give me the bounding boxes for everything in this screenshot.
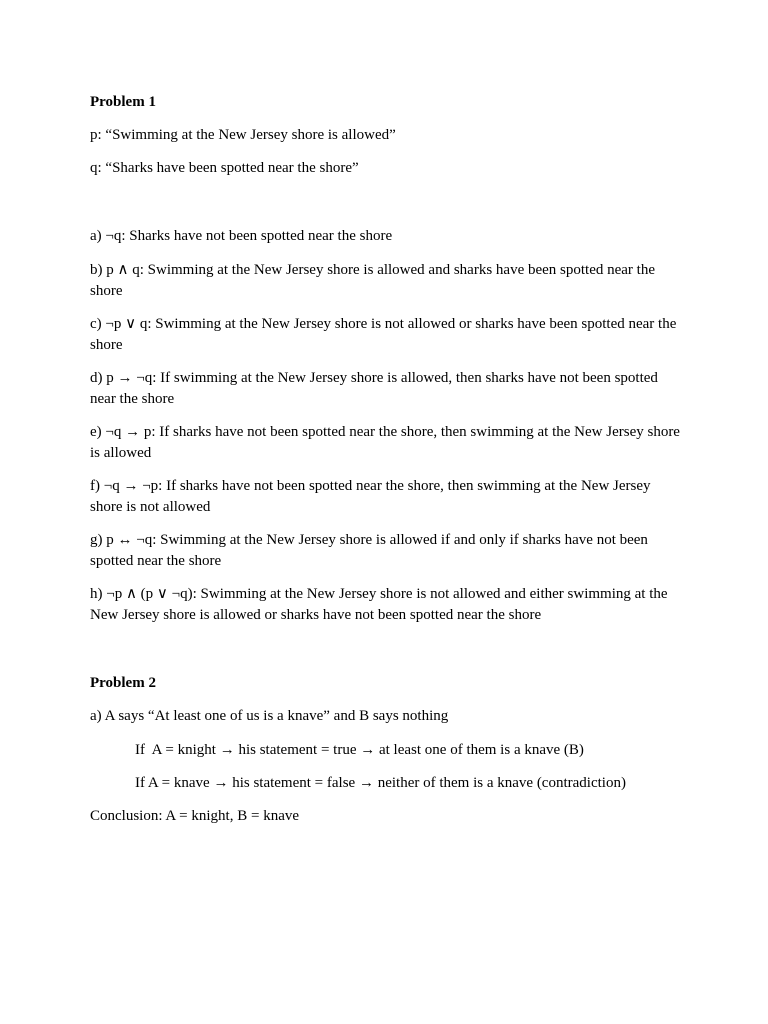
answer-e: e) ¬q → p: If sharks have not been spotted near the shore, then swimming at the New Jersey shore is allowed: [90, 424, 680, 461]
knight-case: If A = knight → his statement = true → at least one of them is a knave (B): [135, 742, 584, 758]
problem-2-part-a: a) A says “At least one of us is a knave” and B says nothing: [90, 708, 449, 724]
problem-1-heading: Problem 1: [90, 94, 156, 110]
answer-d: d) p → ¬q: If swimming at the New Jersey shore is allowed, then sharks have not been spotted near the shore: [90, 370, 658, 407]
conclusion: Conclusion: A = knight, B = knave: [90, 808, 300, 824]
answer-b: b) p ∧ q: Swimming at the New Jersey shore is allowed and sharks have been spotted near the shore: [90, 262, 656, 299]
answer-a: a) ¬q: Sharks have not been spotted near the shore: [90, 228, 393, 244]
answer-g: g) p ↔ ¬q: Swimming at the New Jersey shore is allowed if and only if sharks have not been spotted near the shore: [90, 532, 648, 569]
knave-case: If A = knave → his statement = false → neither of them is a knave (contradiction): [135, 775, 626, 791]
answer-f: f) ¬q → ¬p: If sharks have not been spotted near the shore, then swimming at the New Jersey shore is not allowed: [90, 478, 651, 515]
answer-c: c) ¬p ∨ q: Swimming at the New Jersey shore is not allowed or sharks have been spotted near the shore: [90, 316, 677, 353]
proposition-p: p: “Swimming at the New Jersey shore is allowed”: [90, 127, 396, 143]
problem-2-heading: Problem 2: [90, 675, 156, 691]
answer-h: h) ¬p ∧ (p ∨ ¬q): Swimming at the New Jersey shore is not allowed and either swimming at the New Jersey shore is allowed or sharks have not been spotted near the shore: [90, 586, 668, 623]
proposition-q: q: “Sharks have been spotted near the shore”: [90, 160, 359, 176]
